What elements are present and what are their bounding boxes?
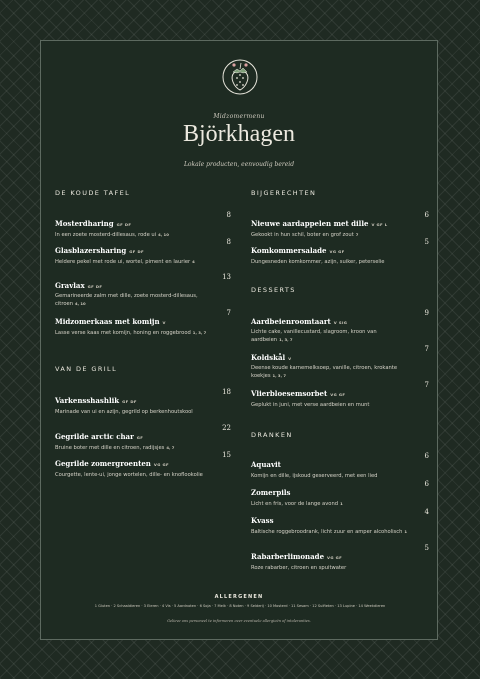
section-heading-grill: VAN DE GRILL [55, 365, 118, 373]
item-name: Rabarberlimonade [251, 552, 325, 561]
menu-item [55, 273, 231, 308]
allergens-list: 1 Gluten · 2 Schaaldieren · 3 Eieren · 4 Vis · 5 Aardnoten · 6 Soja · 7 Melk · 8 Noten · 9 Selderij · 10 Mosterd · 11 Sesam · 12 Sulfieten · 13 Lupine · 14 Weekdieren [94, 604, 386, 608]
menu-item [251, 480, 429, 508]
item-description: Komijn en dille, ijskoud geserveerd, met een lied [251, 473, 378, 479]
item-description: Heldere pekel met rode ui, wortel, piment en laurier 4 [55, 259, 195, 265]
item-name: Koldskål [251, 353, 286, 362]
item-tags: VG GF [329, 249, 345, 254]
item-tags: V [288, 356, 292, 361]
item-allergens: 1, 3, 7 [279, 337, 293, 342]
item-price: 5 [424, 544, 429, 552]
item-description: Lichte cake, vanillecustard, slagroom, kroon van aardbeien 1, 3, 7 [251, 329, 377, 343]
item-allergens: 7 [355, 232, 359, 237]
item-description: In een zoete mosterd-dillesaus, rode ui 4, 10 [55, 232, 169, 238]
menu-item [55, 238, 231, 266]
item-price: 13 [222, 273, 231, 281]
menu-item [55, 388, 231, 416]
item-allergens: 4, 10 [158, 232, 169, 237]
item-description: Lasse verse kaas met komijn, honing en roggebrood 1, 3, 7 [55, 330, 207, 336]
item-description: Courgette, lente-ui, jonge wortelen, dille- en knoflookolie [55, 472, 203, 478]
item-price: 7 [424, 345, 429, 353]
menu-item [55, 424, 231, 452]
item-price: 7 [226, 309, 231, 317]
item-price: 4 [424, 508, 429, 516]
item-allergens: 1, 3, 7 [272, 373, 286, 378]
menu-item [251, 452, 429, 480]
allergens-note: Gelieve ons personeel te informeren over eventuele allergieën of intoleranties. [167, 619, 311, 623]
item-name: Aquavit [251, 460, 281, 469]
item-name: Glasblazersharing [55, 246, 127, 255]
menu-item [251, 211, 429, 239]
item-name: Komkommersalade [251, 246, 327, 255]
item-name: Zomerpils [251, 488, 291, 497]
menu-item [55, 309, 231, 337]
item-description: Licht en fris, voor de lange avond 1 [251, 501, 343, 507]
item-tags: GF DF [122, 399, 137, 404]
item-price: 9 [424, 309, 429, 317]
item-tags: V GF L [371, 222, 388, 227]
menu-item [251, 544, 429, 572]
item-price: 15 [222, 451, 231, 459]
item-price: 6 [424, 480, 429, 488]
allergens-heading: ALLERGENEN [214, 594, 264, 600]
restaurant-title: Björkhagen [183, 121, 295, 147]
item-description: Deense koude karnemelksoep, vanille, citroen, krokante koekjes 1, 3, 7 [251, 365, 398, 379]
item-price: 22 [222, 424, 231, 432]
item-description: Marinade van ui en azijn, gegrild op berkenhoutskool [55, 409, 193, 415]
item-name: Gegrilde zomergroenten [55, 459, 151, 468]
item-name: Gravlax [55, 281, 85, 290]
item-name: Kvass [251, 516, 274, 525]
item-price: 8 [226, 211, 231, 219]
item-tags: GF DF [129, 249, 144, 254]
menu-item [251, 238, 429, 266]
item-tags: GF [136, 435, 144, 440]
section-heading-desserts: DESSERTS [251, 286, 296, 294]
section-heading-dranken: DRANKEN [251, 431, 293, 439]
item-tags: V [162, 320, 166, 325]
item-description: Geplukt in juni, met verse aardbeien en munt [251, 402, 370, 408]
menu-item [251, 345, 429, 380]
item-description: Baltische roggebroodrank, licht zuur en amper alcoholisch 1 [251, 529, 408, 535]
item-tags: GF DF [116, 222, 132, 227]
item-price: 5 [424, 238, 429, 246]
item-tags: VG GF [327, 555, 343, 560]
item-price: 7 [424, 381, 429, 389]
item-price: 6 [424, 211, 429, 219]
item-description: Roze rabarber, citroen en spuitwater [251, 565, 347, 571]
item-name: Varkensshashlik [55, 396, 120, 405]
menu-item [251, 309, 429, 344]
menu-item [251, 381, 429, 409]
item-allergens: 1 [340, 501, 343, 506]
item-tags: VG GF [330, 392, 346, 397]
item-price: 18 [222, 388, 231, 396]
item-price: 8 [226, 238, 231, 246]
item-tags: GF DF [87, 284, 103, 289]
section-heading-koude: DE KOUDE TAFEL [55, 189, 131, 197]
item-description: Bruine boter met dille en citroen, radijsjes 4, 7 [55, 445, 175, 451]
item-name: Gegrilde arctic char [55, 432, 134, 441]
item-allergens: 1 [404, 529, 408, 534]
item-name: Nieuwe aardappelen met dille [251, 219, 369, 228]
item-name: Vlierbloesemsorbet [251, 389, 328, 398]
item-description: Gekookt in hun schil, boter en grof zout 7 [251, 232, 359, 238]
item-tags: VG GF [153, 462, 169, 467]
item-description: Dungesneden komkommer, azijn, suiker, peterselie [251, 259, 385, 265]
menu-item [55, 451, 231, 479]
item-name: Midzomerkaas met komijn [55, 317, 160, 326]
item-name: Aardbeienroomtaart [251, 317, 331, 326]
menu-card [40, 40, 438, 640]
item-allergens: 4, 7 [166, 445, 175, 450]
item-tags: V SIG [333, 320, 348, 325]
item-price: 6 [424, 452, 429, 460]
menu-item [251, 508, 429, 536]
item-description: Gemarineerde zalm met dille, zoete mosterd-dillesaus, citroen 4, 10 [55, 293, 198, 307]
item-allergens: 4 [192, 259, 195, 264]
item-name: Mosterdharing [55, 219, 114, 228]
item-allergens: 4, 10 [75, 301, 86, 306]
menu-subtitle: Midzomermenu [213, 113, 265, 120]
tagline: Lokale producten, eenvoudig bereid [183, 161, 295, 168]
menu-item [55, 211, 231, 239]
strawberry-icon [219, 55, 261, 95]
section-heading-bijgerechten: BIJGERECHTEN [251, 189, 317, 197]
item-allergens: 1, 3, 7 [192, 330, 207, 335]
